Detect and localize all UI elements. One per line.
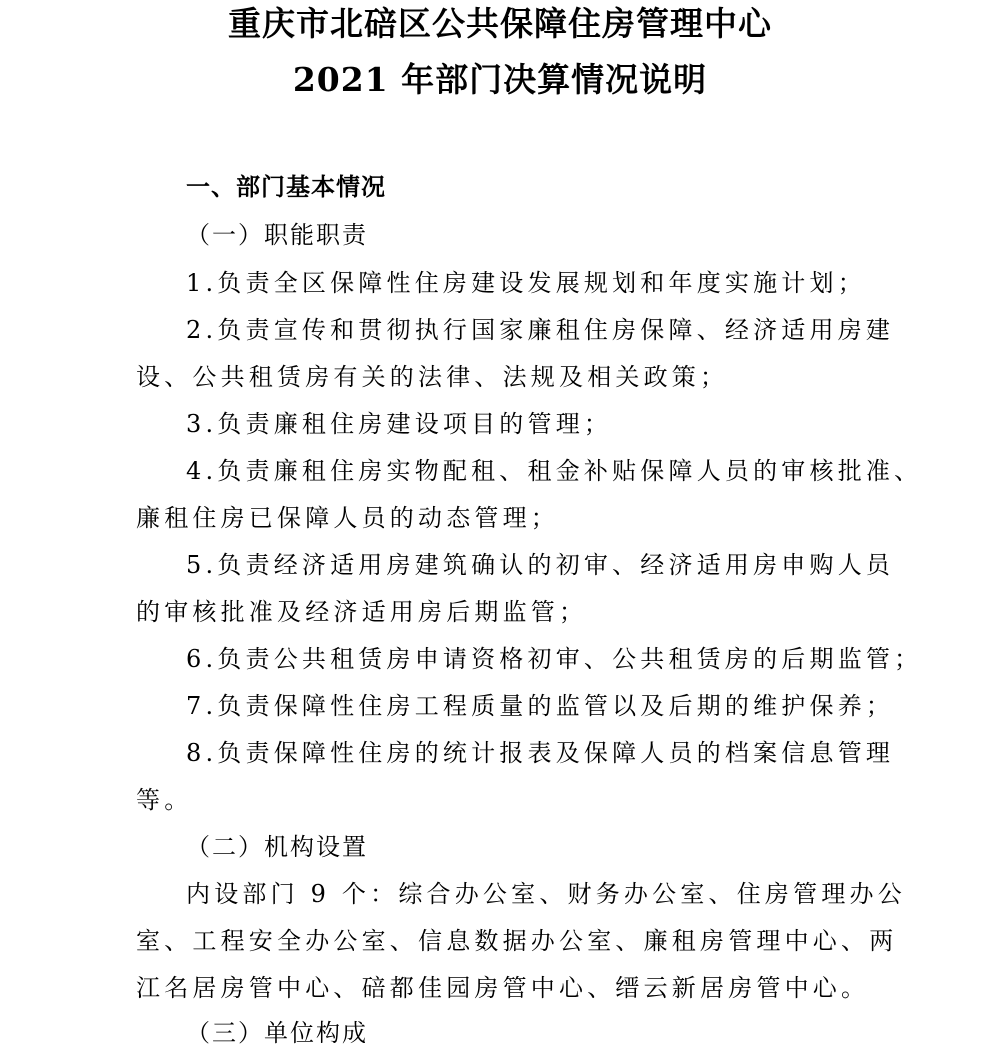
paragraph-line: 5.负责经济适用房建筑确认的初审、经济适用房申购人员 [186,551,895,579]
paragraph-line: 廉租住房已保障人员的动态管理； [136,504,559,532]
paragraph-line: 7.负责保障性住房工程质量的监管以及后期的维护保养； [186,692,895,720]
paragraph-line: 2.负责宣传和贯彻执行国家廉租住房保障、经济适用房建 [186,316,895,344]
paragraph-line: 3.负责廉租住房建设项目的管理； [186,410,613,438]
paragraph-line: 的审核批准及经济适用房后期监管； [136,598,588,626]
document-title-line-2: 2021 年部门决算情况说明 [292,60,708,99]
paragraph-line: 等。 [136,786,193,814]
paragraph-line: 室、工程安全办公室、信息数据办公室、廉租房管理中心、两 [136,927,898,955]
section-heading-basic-info: 一、部门基本情况 [186,173,386,201]
paragraph-line: 设、公共租赁房有关的法律、法规及相关政策； [136,363,729,391]
paragraph-line: 4.负责廉租住房实物配租、租金补贴保障人员的审核批准、 [186,457,923,485]
paragraph-line: 6.负责公共租赁房申请资格初审、公共租赁房的后期监管； [186,645,923,673]
paragraph-line: 内设部门 9 个：综合办公室、财务办公室、住房管理办公 [186,880,906,908]
paragraph-line: 江名居房管中心、碚都佳园房管中心、缙云新居房管中心。 [136,974,870,1002]
subsection-heading-functions: （一）职能职责 [186,221,368,249]
subsection-heading-organization: （二）机构设置 [186,833,368,861]
paragraph-line: 8.负责保障性住房的统计报表及保障人员的档案信息管理 [186,739,895,767]
paragraph-line: 1.负责全区保障性住房建设发展规划和年度实施计划； [186,269,866,297]
document-title-line-1: 重庆市北碚区公共保障住房管理中心 [228,4,772,43]
subsection-heading-composition: （三）单位构成 [186,1019,368,1047]
